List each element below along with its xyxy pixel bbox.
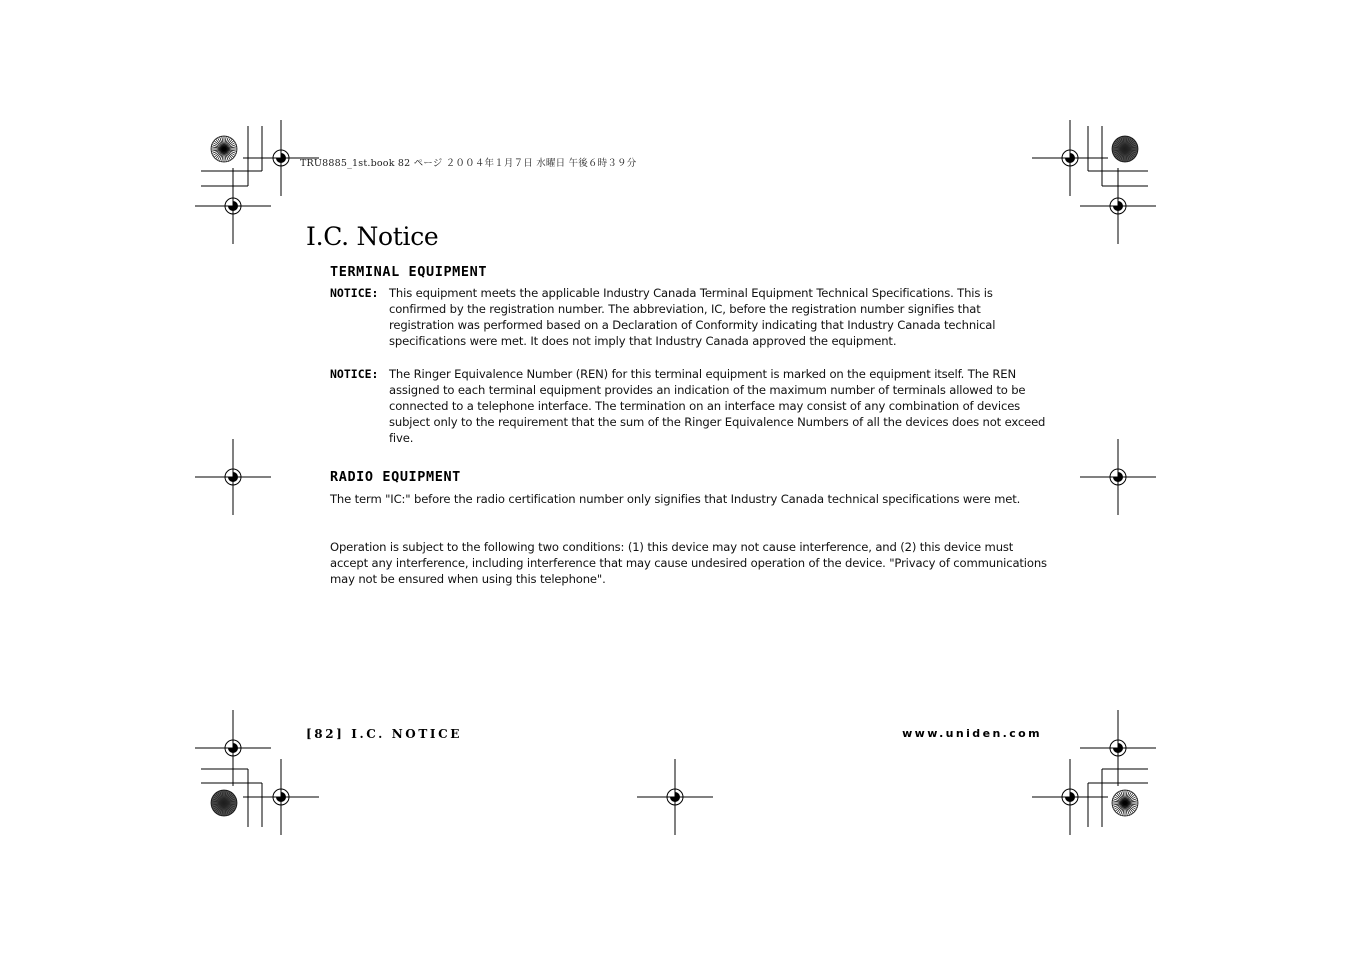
registration-target-icon bbox=[1080, 710, 1156, 786]
starburst-mark-icon bbox=[211, 790, 237, 816]
registration-target-icon bbox=[195, 168, 271, 244]
registration-target-icon bbox=[243, 759, 319, 835]
starburst-mark-icon bbox=[211, 136, 237, 162]
page-title: I.C. Notice bbox=[306, 222, 439, 251]
registration-target-icon bbox=[195, 439, 271, 515]
terminal-equipment-heading: TERMINAL EQUIPMENT bbox=[330, 264, 488, 280]
footer-page-label: [82] I.C. NOTICE bbox=[306, 727, 462, 741]
registration-target-icon bbox=[1080, 439, 1156, 515]
notice-label-1: NOTICE: bbox=[330, 286, 379, 300]
starburst-mark-icon bbox=[1112, 790, 1138, 816]
print-slug: TRU8885_1st.book 82 ページ ２００４年１月７日 水曜日 午後６時３９分 bbox=[300, 158, 637, 169]
starburst-mark-icon bbox=[1112, 136, 1138, 162]
registration-target-icon bbox=[1032, 120, 1108, 196]
registration-target-icon bbox=[637, 759, 713, 835]
registration-target-icon bbox=[1080, 168, 1156, 244]
notice-text-2: The Ringer Equivalence Number (REN) for this terminal equipment is marked on the equipment itself. The REN assigned to each terminal equipment provides an indication of the maximum number of terminals allowed to be connected to a telephone interface. The termination on an interface may consist of any combination of devices subject only to the requirement that the sum of the Ringer Equivalence Numbers of all the devices does not exceed five. bbox=[389, 367, 1046, 446]
notice-label-2: NOTICE: bbox=[330, 367, 379, 381]
radio-paragraph-2: Operation is subject to the following two conditions: (1) this device may not cause interference, and (2) this device must accept any interference, including interference that may cause undesired operation of the device. "Privacy of communications may not be ensured when using this telephone". bbox=[330, 540, 1047, 587]
footer-website: www.uniden.com bbox=[902, 727, 1042, 740]
registration-target-icon bbox=[195, 710, 271, 786]
radio-paragraph-1: The term "IC:" before the radio certification number only signifies that Industry Canada technical specifications were met. bbox=[330, 492, 1021, 506]
notice-text-1: This equipment meets the applicable Industry Canada Terminal Equipment Technical Specifications. This is confirmed by the registration number. The abbreviation, IC, before the registration number signifies that registration was performed based on a Declaration of Conformity indicating that Industry Canada technical specifications were met. It does not imply that Industry Canada approved the equipment. bbox=[389, 286, 996, 349]
registration-target-icon bbox=[1032, 759, 1108, 835]
radio-equipment-heading: RADIO EQUIPMENT bbox=[330, 469, 461, 485]
